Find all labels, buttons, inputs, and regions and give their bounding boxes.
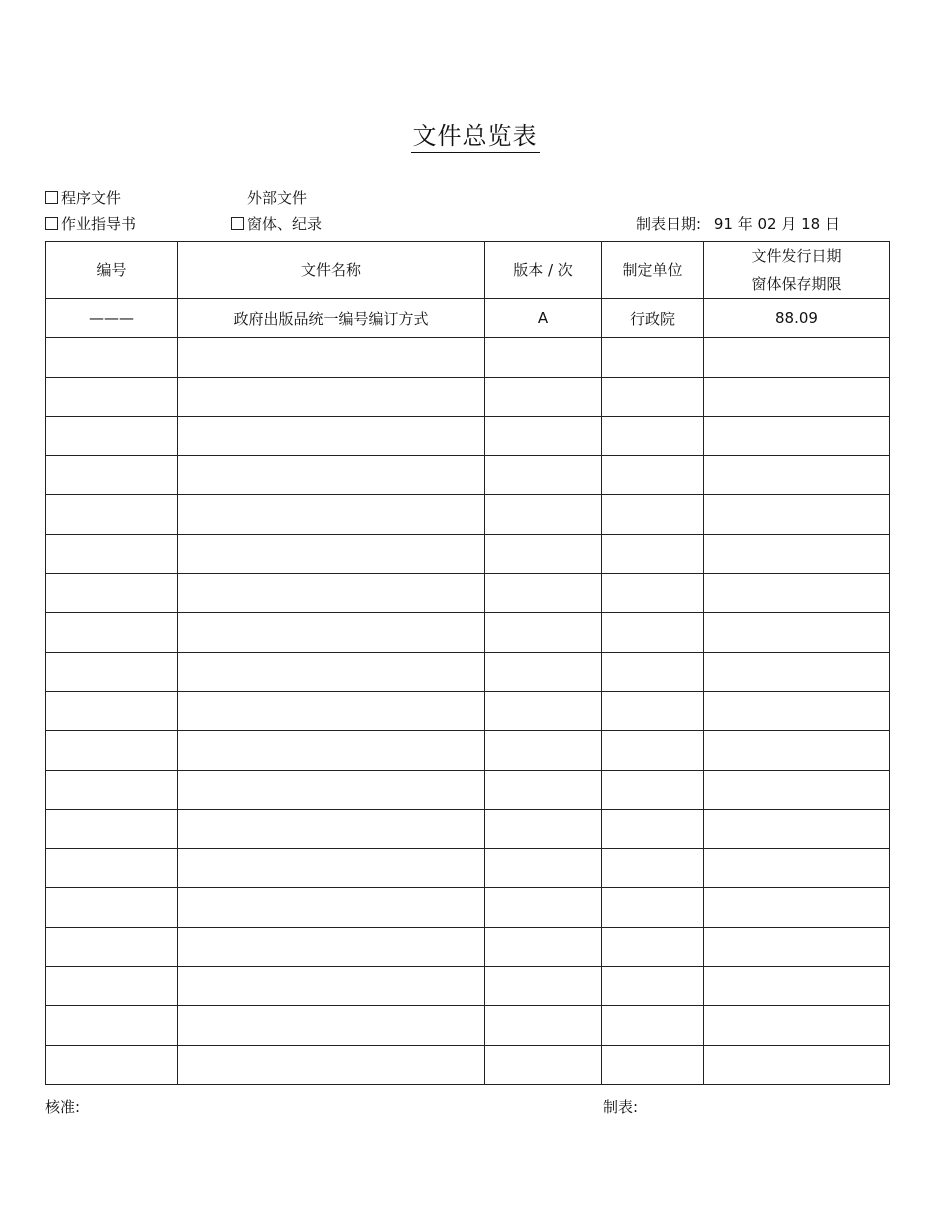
cell-number[interactable] (46, 574, 178, 613)
cell-date[interactable] (704, 888, 890, 927)
cell-date[interactable] (704, 338, 890, 377)
cell-name[interactable] (178, 495, 485, 534)
table-row (46, 456, 890, 495)
cell-name[interactable] (178, 731, 485, 770)
cell-name[interactable] (178, 574, 485, 613)
cell-number[interactable] (46, 927, 178, 966)
header-date (704, 242, 890, 299)
table-row (46, 691, 890, 730)
table-row (46, 338, 890, 377)
cell-unit[interactable] (602, 574, 704, 613)
document-table (45, 241, 890, 1085)
cell-date[interactable] (704, 652, 890, 691)
checkbox-icon[interactable] (231, 217, 244, 230)
table-row (46, 613, 890, 652)
cell-date[interactable]: 88.09 (704, 299, 890, 338)
cell-date[interactable] (704, 495, 890, 534)
cell-version[interactable] (485, 534, 602, 573)
table-row (46, 809, 890, 848)
prepared-date (636, 215, 840, 233)
table-row (46, 927, 890, 966)
cell-version[interactable] (485, 574, 602, 613)
table-row (46, 299, 890, 338)
cell-version[interactable] (485, 927, 602, 966)
cell-name[interactable] (178, 377, 485, 416)
header-version: 版本 / 次 (485, 242, 602, 299)
cell-unit[interactable] (602, 338, 704, 377)
cell-version[interactable] (485, 770, 602, 809)
option-forms[interactable] (231, 215, 322, 233)
cell-name[interactable] (178, 652, 485, 691)
cell-number[interactable] (46, 1006, 178, 1045)
header-unit: 制定单位 (602, 242, 704, 299)
cell-unit[interactable] (602, 652, 704, 691)
cell-date[interactable] (704, 691, 890, 730)
cell-name[interactable] (178, 809, 485, 848)
cell-number[interactable] (46, 377, 178, 416)
option-external[interactable] (247, 189, 307, 207)
cell-date[interactable] (704, 1006, 890, 1045)
table-row (46, 849, 890, 888)
cell-unit[interactable] (602, 495, 704, 534)
date-label: 制表日期: (636, 215, 702, 233)
checkbox-icon[interactable] (45, 217, 58, 230)
cell-number[interactable] (46, 809, 178, 848)
cell-name[interactable] (178, 691, 485, 730)
cell-date[interactable] (704, 1045, 890, 1084)
cell-name[interactable] (178, 338, 485, 377)
date-value: 91 年 02 月 18 日 (713, 215, 840, 233)
cell-version[interactable]: A (485, 299, 602, 338)
cell-name[interactable] (178, 613, 485, 652)
cell-number[interactable] (46, 691, 178, 730)
cell-name[interactable] (178, 1045, 485, 1084)
cell-version[interactable] (485, 1006, 602, 1045)
cell-number[interactable] (46, 456, 178, 495)
cell-unit[interactable] (602, 809, 704, 848)
cell-number[interactable] (46, 770, 178, 809)
cell-version[interactable] (485, 1045, 602, 1084)
cell-date[interactable] (704, 927, 890, 966)
cell-date[interactable] (704, 849, 890, 888)
page-title: 文件总览表 (0, 116, 950, 151)
cell-date[interactable] (704, 967, 890, 1006)
header-name: 文件名称 (178, 242, 485, 299)
table-row (46, 574, 890, 613)
cell-date[interactable] (704, 534, 890, 573)
cell-version[interactable] (485, 652, 602, 691)
table-row (46, 652, 890, 691)
cell-number[interactable] (46, 967, 178, 1006)
cell-version[interactable] (485, 613, 602, 652)
cell-name[interactable] (178, 456, 485, 495)
cell-version[interactable] (485, 691, 602, 730)
cell-number[interactable]: ——— (46, 299, 178, 338)
cell-date[interactable] (704, 456, 890, 495)
cell-number[interactable] (46, 416, 178, 455)
cell-unit[interactable] (602, 888, 704, 927)
option-label: 程序文件 (61, 189, 122, 207)
cell-unit[interactable] (602, 377, 704, 416)
header-date-line1: 文件发行日期 (751, 247, 842, 265)
cell-number[interactable] (46, 534, 178, 573)
cell-name[interactable] (178, 927, 485, 966)
approve-label: 核准: (45, 1098, 81, 1116)
cell-version[interactable] (485, 456, 602, 495)
table-row (46, 495, 890, 534)
cell-version[interactable] (485, 377, 602, 416)
prepared-label: 制表: (603, 1098, 639, 1116)
cell-name[interactable] (178, 1006, 485, 1045)
option-label: 窗体、纪录 (247, 215, 323, 233)
cell-date[interactable] (704, 809, 890, 848)
cell-number[interactable] (46, 338, 178, 377)
table-row (46, 967, 890, 1006)
cell-date[interactable] (704, 377, 890, 416)
option-label: 作业指导书 (61, 215, 137, 233)
cell-unit[interactable] (602, 1045, 704, 1084)
cell-version[interactable] (485, 809, 602, 848)
cell-number[interactable] (46, 652, 178, 691)
cell-name[interactable]: 政府出版品统一编号编订方式 (178, 299, 485, 338)
cell-unit[interactable] (602, 731, 704, 770)
cell-unit[interactable] (602, 416, 704, 455)
cell-unit[interactable] (602, 967, 704, 1006)
table-row (46, 731, 890, 770)
checkbox-icon[interactable] (45, 191, 58, 204)
cell-name[interactable] (178, 770, 485, 809)
header-number: 编号 (46, 242, 178, 299)
cell-version[interactable] (485, 338, 602, 377)
cell-name[interactable] (178, 888, 485, 927)
cell-number[interactable] (46, 849, 178, 888)
cell-name[interactable] (178, 849, 485, 888)
header-date-line2: 窗体保存期限 (751, 275, 842, 293)
cell-number[interactable] (46, 731, 178, 770)
cell-number[interactable] (46, 495, 178, 534)
cell-unit[interactable] (602, 849, 704, 888)
table-row (46, 416, 890, 455)
cell-unit[interactable] (602, 534, 704, 573)
cell-number[interactable] (46, 888, 178, 927)
cell-version[interactable] (485, 495, 602, 534)
option-instruction[interactable] (45, 215, 136, 233)
cell-date[interactable] (704, 613, 890, 652)
cell-version[interactable] (485, 416, 602, 455)
table-row (46, 770, 890, 809)
cell-date[interactable] (704, 574, 890, 613)
table-row (46, 534, 890, 573)
cell-date[interactable] (704, 416, 890, 455)
table-row (46, 1045, 890, 1084)
table-row (46, 888, 890, 927)
cell-number[interactable] (46, 1045, 178, 1084)
cell-unit[interactable] (602, 613, 704, 652)
cell-name[interactable] (178, 416, 485, 455)
cell-unit[interactable] (602, 456, 704, 495)
option-label: 外部文件 (247, 189, 308, 207)
cell-unit[interactable] (602, 770, 704, 809)
option-procedure[interactable] (45, 189, 121, 207)
cell-version[interactable] (485, 967, 602, 1006)
cell-version[interactable] (485, 849, 602, 888)
cell-version[interactable] (485, 888, 602, 927)
cell-name[interactable] (178, 534, 485, 573)
cell-date[interactable] (704, 770, 890, 809)
cell-number[interactable] (46, 613, 178, 652)
table-row (46, 377, 890, 416)
cell-name[interactable] (178, 967, 485, 1006)
cell-date[interactable] (704, 731, 890, 770)
table-row (46, 1006, 890, 1045)
cell-unit[interactable] (602, 927, 704, 966)
cell-version[interactable] (485, 731, 602, 770)
cell-unit[interactable] (602, 691, 704, 730)
cell-unit[interactable] (602, 1006, 704, 1045)
cell-unit[interactable]: 行政院 (602, 299, 704, 338)
table-header-row (46, 242, 890, 299)
